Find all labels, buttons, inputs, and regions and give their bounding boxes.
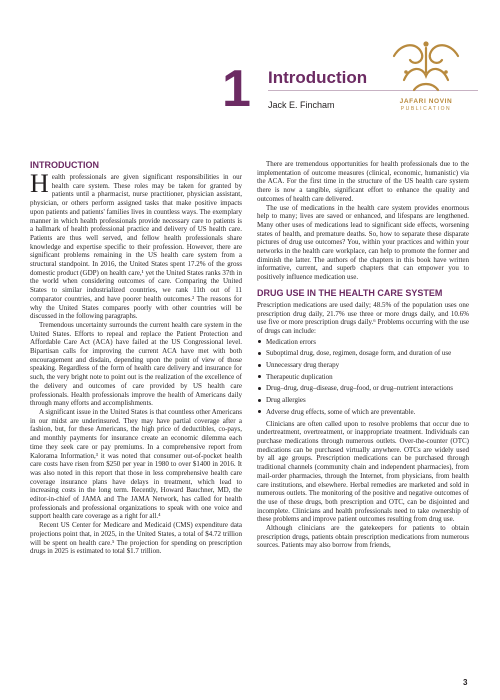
list-item: Therapeutic duplication	[257, 373, 469, 382]
list-item: Medication errors	[257, 338, 469, 347]
dropcap-letter: H	[30, 169, 49, 198]
ornamental-logo-icon	[384, 36, 468, 128]
logo-name: JAFARI NOVIN	[399, 98, 453, 105]
list-item: Suboptimal drug, dose, regimen, dosage form, and duration of use	[257, 349, 469, 358]
paragraph-text: ealth professionals are given significant responsibilities in our health care system. These roles may be taken for granted by patients until a pharmacist, nurse practitioner, physician assistant, physician, or others perform assigned tasks that make positive impacts upon patients and patients' families lives in countless ways. The exemplary manner in which health professionals provide necessary care to patients is a hallmark of health professional practice and delivery of US health care. Patients are thus well served, and fellow health professionals share knowledge and expertise specific to their profession. However, there are significant problems remaining in the US health care system from a structural standpoint. In 2016, the United States spent 17.2% of the gross domestic product (GDP) on health care,¹ yet the United States ranks 37th in the world when considering outcomes of care. Comparing the United States to similar industrialized countries, we rank 11th out of 11 comparator countries, and have poorer health outcomes.² The reasons for why the United States compares poorly with other countries will be discussed in the following paragraphs.	[30, 173, 242, 321]
section-heading-drug-use: DRUG USE IN THE HEALTH CARE SYSTEM	[257, 287, 443, 298]
right-column	[257, 160, 469, 550]
problem-list	[257, 338, 469, 417]
body-paragraph: A significant issue in the United States is that countless other Americans in our midst are underinsured. They may have partial coverage after a fashion, but, for these Americans, the high price of deductibles, co-pays, and monthly payments for insurance create an economic dilemma each time they seek care or pay premiums. In a comprehensive report from Kalorama Information,³ it was noted that consumer out-of-pocket health care costs have risen from $250 per year in 1980 to over $1400 in 2016. It was also noted in this report that those in less comprehensive health care coverage insurance plans have delays in treatment, which lead to increasing costs in the long term. Recently, Howard Bauchner, MD, the editor-in-chief of JAMA and The JAMA Network, has called for health professionals and professional organizations to speak with one voice and support health care coverage as a right for all.⁴	[30, 407, 242, 521]
chapter-number: 1	[222, 60, 251, 118]
left-column	[30, 160, 242, 556]
chapter-header	[0, 0, 500, 140]
body-paragraph	[30, 169, 242, 321]
list-item: Drug–drug, drug–disease, drug–food, or drug–nutrient interactions	[257, 384, 469, 393]
chapter-author: Jack E. Fincham	[268, 100, 335, 110]
body-paragraph: Although clinicians are the gatekeepers for patients to obtain prescription drugs, patients obtain prescription medications from numerous sources. Patients may also borrow from friends,	[257, 524, 469, 550]
body-paragraph: There are tremendous opportunities for health professionals due to the implementation of outcome measures (clinical, economic, humanistic) via the ACA. For the first time in the structure of the US health care system there is now a tangible, significant effort to enhance the quality and outcomes of health care delivered.	[257, 160, 469, 203]
body-paragraph: Recent US Center for Medicare and Medicaid (CMS) expenditure data projections point that, in 2025, in the United States, a total of $4.72 trillion will be spent on health care.⁵ The projection for spending on prescription drugs in 2025 is estimated to total $1.7 trillion.	[30, 521, 242, 556]
section-heading-introduction: INTRODUCTION	[30, 160, 99, 170]
chapter-title: Introduction	[268, 68, 368, 87]
body-paragraph: Prescription medications are used daily; 48.5% of the population uses one prescription drug daily, 21.7% use three or more drugs daily, and 10.6% use five or more prescription drugs daily.⁶ Problems occurring with the use of drugs can include:	[257, 300, 469, 335]
list-item: Unnecessary drug therapy	[257, 361, 469, 370]
list-item: Drug allergies	[257, 396, 469, 405]
body-paragraph: Tremendous uncertainty surrounds the current health care system in the United States. Efforts to repeal and replace the Patient Protection and Affordable Care Act (ACA) have failed at the US Congressional level. Bipartisan calls for improving the current ACA have met with both encouragement and disdain, depending upon the point of view of those speaking. Regardless of the form of health care delivery and insurance for such, the very bright note to point out is the realization of the excellence of the delivery and outcomes of care provided by US health care professionals. Health professionals improve the health of Americans daily through many efforts and accomplishments.	[30, 320, 242, 408]
body-paragraph: Clinicians are often called upon to resolve problems that occur due to undertreatment, overtreatment, or inappropriate treatment. Individuals can purchase medications through numerous outlets. Over-the-counter (OTC) medications can be purchased virtually anywhere. OTCs are widely used by all age groups. Prescription medications can be purchased through traditional channels (community chain and independent pharmacies), from mail-order pharmacies, through the Internet, from physicians, from health care institutions, and elsewhere. Herbal remedies are marketed and sold in numerous outlets. The monitoring of the positive and negative outcomes of the use of these drugs, both prescription and OTC, can be disjointed and incomplete. Clinicians and health professionals need to take ownership of these problems and improve patient outcomes resulting from drug use.	[257, 419, 469, 524]
list-item: Adverse drug effects, some of which are preventable.	[257, 408, 469, 417]
body-paragraph: The use of medications in the health care system provides enormous help to many; lives are saved or enhanced, and lifespans are lengthened. Many other uses of medications lead to significant side effects, worsening states of health, and premature deaths. So, how to separate these disparate pictures of drug use outcomes? You, within your practices and within your networks in the health care workplace, can help to promote the former and diminish the latter. The authors of the chapters in this book have written informative, current, and superb chapters that can empower you to positively influence medication use.	[257, 203, 469, 282]
page-number: 3	[463, 678, 468, 687]
logo-tagline: PUBLICATION	[400, 106, 452, 112]
